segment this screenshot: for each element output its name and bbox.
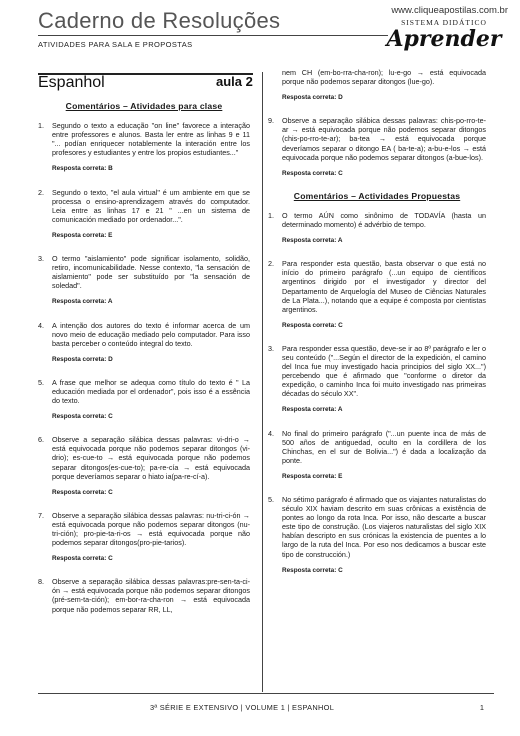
question-number: 7. (38, 510, 44, 520)
question-body (38, 378, 250, 405)
question-number: 1. (38, 121, 44, 131)
answer-label: Resposta correta: B (52, 165, 113, 173)
question-item (38, 188, 250, 240)
answer-label: Resposta correta: C (282, 321, 343, 329)
header-divider (38, 35, 388, 36)
question-text: Observe a separação silábica dessas palavras: vi-dri-o → está equivocada porque não podemos separar ditongos (vi-drio); es-cue-to → está equivocada porque não podemos separar ditongos(es-cue-to); pa-re-cía → está equivocada porque deveríamos separar o hiato ia(pa-re-cí-a). (52, 435, 250, 481)
question-body (38, 321, 250, 348)
question-body (38, 577, 250, 613)
right-items-top (268, 116, 486, 178)
logo-wordmark: Aprender (386, 26, 502, 52)
question-text: Observe a separação silábica dessas palavras:pre-sen-ta-ci-ón → está equivocada porque não podemos separar ditongos (pré-sem-ta-ción); em-bor-ra-cha-ron → está equivocada porque não podemos separar RR, LL, (52, 577, 250, 614)
question-item (38, 121, 250, 173)
right-items (268, 211, 486, 575)
question-body (38, 121, 250, 157)
section-heading: Comentários – Atividades para clase (65, 101, 223, 111)
question-number: 5. (38, 377, 44, 387)
question-text: A frase que melhor se adequa como título do texto é " La educación mediada por el ordenador", pois isso é a essência do texto. (52, 377, 250, 406)
question-item (268, 429, 486, 481)
question-body (268, 116, 486, 161)
notebook-subtitle: ATIVIDADES PARA SALA E PROPOSTAS (38, 40, 193, 49)
question-item (38, 321, 250, 364)
question-item (268, 344, 486, 415)
question-number: 3. (38, 254, 44, 264)
right-column (268, 68, 486, 589)
footer-text: 3ª SÉRIE E EXTENSIVO | VOLUME 1 | ESPANHOL (150, 703, 335, 712)
page-number: 1 (479, 703, 484, 712)
question-item (38, 511, 250, 563)
lesson-label: aula 2 (216, 74, 253, 89)
question-text: Observe a separação silábica dessas palavras: nu-tri-ci-ón → está equivocada porque não podemos separar ditongos (nu-tri-ción); pro-pie-ta-ri-os → está equivocada porque não podemos separar ditongos(pro-pie-tarios). (52, 510, 250, 548)
question-text: A intenção dos autores do texto é informar acerca de um novo meio de educação mediado pelo computador. Para isso basta perceber o conteúdo integral do texto. (52, 320, 250, 348)
answer-label: Resposta correta: D (52, 355, 113, 363)
question-body (268, 495, 486, 559)
question-text: Segundo o texto, "el aula virtual" é um ambiente em que se processa o ensino-aprendizagem através do computador. Leia entre as linhas 17 e 21 " ...en un sistema de comunicación mediado por ordenador...". (52, 187, 250, 224)
question-text: Para responder esta questão, basta observar o que está no início do primeiro parágrafo (...un equipo de científicos argentinos dirigido por el investigador y director del Departamento de Arquelogía del Museo de Ciências Naturales de La Plata...), notando que a equipe é composta por cientistas argentinos. (282, 259, 486, 314)
question-body (268, 344, 486, 399)
question-item (38, 254, 250, 306)
publisher-logo (384, 18, 504, 54)
question-number: 5. (268, 495, 274, 504)
question-number: 8. (38, 577, 44, 587)
left-items (38, 121, 250, 614)
notebook-title: Caderno de Resoluções (38, 8, 281, 33)
answer-label: Resposta correta: C (52, 488, 113, 496)
answer-label: Resposta correta: A (282, 237, 343, 245)
continuation-text: nem CH (em-bo-rra-cha-ron); lu-e-go → está equivocada porque não podemos separar ditongos (lue-go). (282, 68, 486, 87)
section-heading: Comentários – Actividades Propuestas (293, 190, 461, 201)
answer-label: Resposta correta: C (282, 169, 343, 177)
question-text: Para responder essa questão, deve-se ir ao 8º parágrafo e ler o seu conteúdo ("...Según el director de la expedición, el camino del Inca fue muy investigado hacia principios del siglo XX...") percebendo que é afirmado que "conforme o diretor da expedição, o caminho Inca foi muito investigado nas primeiras décadas do século XX". (282, 343, 486, 399)
column-divider (262, 72, 263, 692)
logo-tagline: SISTEMA DIDÁTICO (401, 18, 487, 27)
answer-label: Resposta correta: A (282, 406, 343, 414)
question-number: 4. (38, 320, 44, 330)
question-text: No sétimo parágrafo é afirmado que os viajantes naturalistas do século XIX haviam descrito em suas crônicas a existência de pontes ao longo da rota Inca. Por isso, não descarte a buscar este tipo de construção. (Los viajeros naturalistas del siglo XIX habían descripto en sus crónicas la existencia de puentes a lo largo de la ruta del Inca. Por eso nos dedicamos a buscar este tipo de construcción.) (282, 495, 486, 559)
question-item (268, 116, 486, 178)
question-body (268, 259, 486, 314)
site-url[interactable]: www.cliqueapostilas.com.br (391, 5, 508, 16)
question-item (268, 495, 486, 575)
question-body (268, 429, 486, 465)
answer-label: Resposta correta: C (52, 555, 113, 563)
footer-divider (38, 693, 494, 694)
question-number: 2. (38, 187, 44, 197)
question-body (38, 254, 250, 290)
subject-name: Espanhol (38, 74, 105, 91)
question-body (38, 188, 250, 224)
question-item (38, 435, 250, 497)
question-item (38, 378, 250, 421)
question-number: 1. (268, 210, 274, 220)
question-number: 9. (268, 116, 274, 126)
question-text: Observe a separação silábica dessas palavras: chis-po-rro-te-ar → está equivocada porque não podemos separar ditongos (chis-po-rro-te-ar); ba-tea → está equivocada porque deveríamos separar o ditongo EA ( ba-te-a); a-bu-e-los → está equivocada porque não podemos separar ditongos (a-bue-los). (282, 116, 486, 162)
question-number: 4. (268, 428, 274, 438)
answer-label: Resposta correta: A (52, 298, 113, 306)
question-text: O termo AÚN como sinônimo de TODAVÍA (hasta un determinado momento) é advérbio de tempo. (282, 210, 486, 230)
question-body (38, 511, 250, 547)
question-item (268, 211, 486, 245)
question-item (38, 577, 250, 613)
question-item (268, 259, 486, 330)
answer-label: Resposta correta: C (52, 413, 113, 421)
question-number: 2. (268, 259, 274, 269)
answer-label: Resposta correta: C (282, 566, 343, 574)
answer-label: Resposta correta: E (52, 231, 113, 239)
question-number: 3. (268, 343, 274, 353)
answer-label: Resposta correta: E (282, 472, 343, 480)
question-number: 6. (38, 435, 44, 445)
answer-label: Resposta correta: D (282, 94, 343, 102)
question-text: No final do primeiro parágrafo ("...un puente inca de más de 500 años de antiguedad, oculto en la cordillera de los Chinchas, en el sur de Bolivia...") é dada a localização da ponte. (282, 428, 486, 465)
question-body (268, 211, 486, 229)
question-body (38, 435, 250, 480)
question-text: Segundo o texto a educação "on line" favorece a interação entre professores e alunos. Basta ler entre as linhas 9 e 11 "... podían enriquecer notablemente la interación entre los profesores y estudiantes y entre los propios estudiantes..." (52, 121, 250, 158)
question-text: O termo "aislamiento" pode significar isolamento, solidão, retiro, incomunicabilidade. Nesse contexto, "la sensación de aislamiento" pode ser substituído por "la sensación de soledad". (52, 254, 250, 291)
left-column (38, 98, 250, 619)
